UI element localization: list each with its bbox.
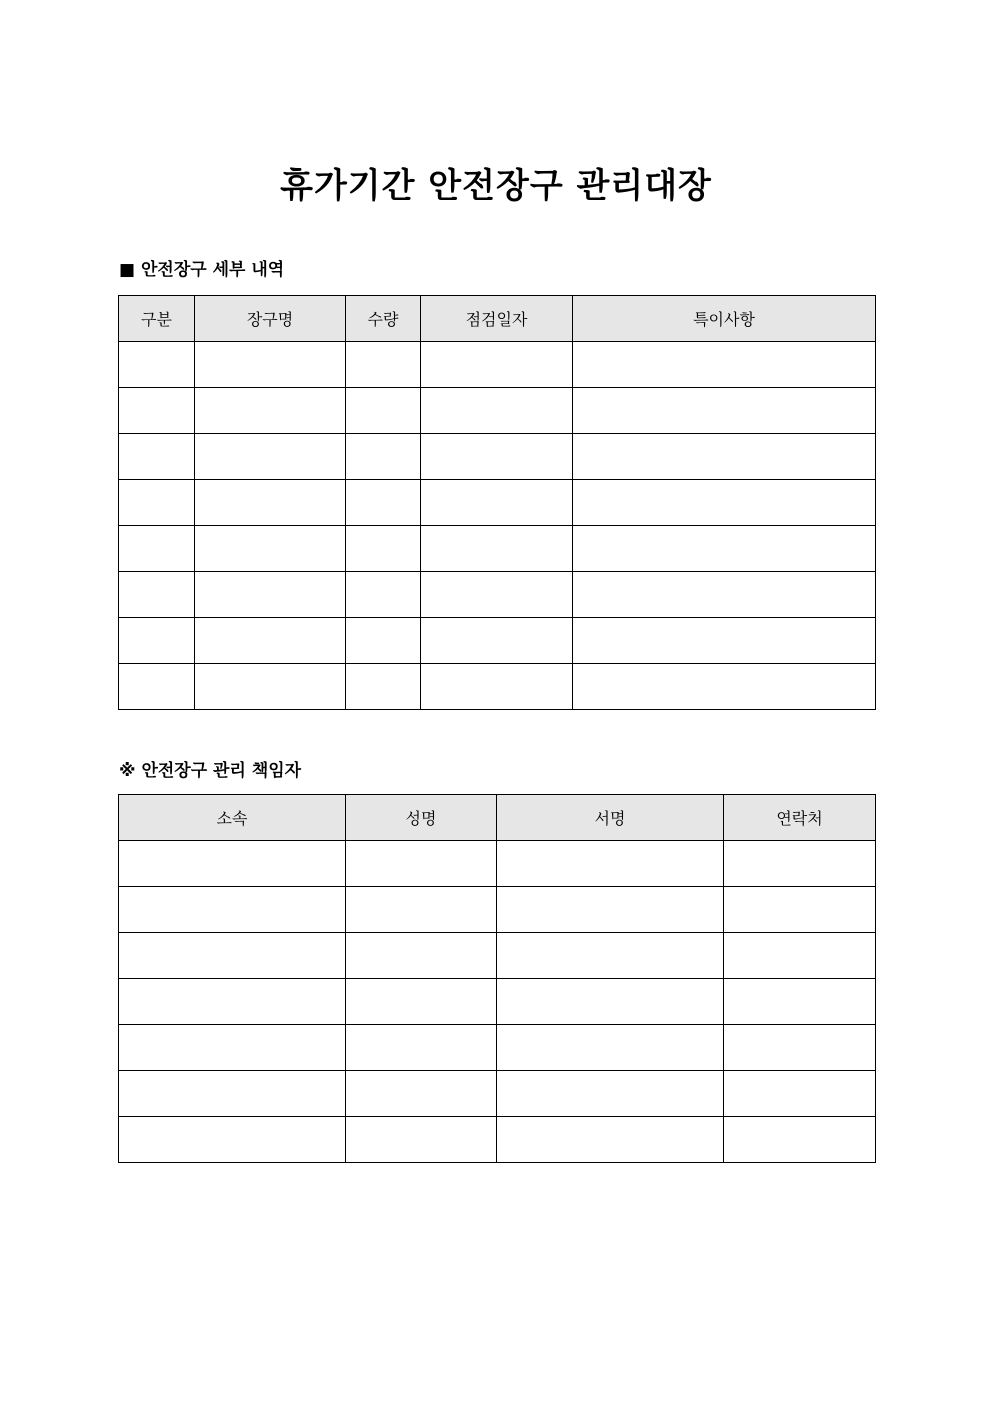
table-cell[interactable]	[724, 841, 876, 887]
table-cell[interactable]	[421, 342, 573, 388]
table-cell[interactable]	[421, 388, 573, 434]
document-title: 휴가기간 안전장구 관리대장	[280, 166, 712, 206]
table-cell[interactable]	[346, 933, 497, 979]
table-cell[interactable]	[119, 887, 346, 933]
manager-row	[119, 1117, 876, 1163]
equipment-row	[119, 618, 876, 664]
table-cell[interactable]	[346, 664, 421, 710]
equipment-row	[119, 664, 876, 710]
table-cell[interactable]	[195, 526, 346, 572]
table-cell[interactable]	[119, 526, 195, 572]
table-cell[interactable]	[346, 841, 497, 887]
manager-row	[119, 887, 876, 933]
equipment-row	[119, 434, 876, 480]
table-cell[interactable]	[346, 388, 421, 434]
table-cell[interactable]	[195, 388, 346, 434]
table-cell[interactable]	[421, 572, 573, 618]
table-cell[interactable]	[497, 841, 724, 887]
table-cell[interactable]	[497, 1117, 724, 1163]
table-cell[interactable]	[346, 434, 421, 480]
table-cell[interactable]	[119, 388, 195, 434]
equipment-row	[119, 342, 876, 388]
table-cell[interactable]	[346, 572, 421, 618]
table-cell[interactable]	[724, 1071, 876, 1117]
manager-row	[119, 841, 876, 887]
column-header-signature: 서명	[497, 795, 724, 841]
table-cell[interactable]	[724, 1117, 876, 1163]
table-cell[interactable]	[119, 664, 195, 710]
table-cell[interactable]	[346, 979, 497, 1025]
table-cell[interactable]	[421, 618, 573, 664]
table-cell[interactable]	[421, 526, 573, 572]
manager-row	[119, 979, 876, 1025]
table-cell[interactable]	[497, 933, 724, 979]
equipment-row	[119, 526, 876, 572]
table-cell[interactable]	[497, 1071, 724, 1117]
column-header-remarks: 특이사항	[573, 296, 876, 342]
equipment-row	[119, 480, 876, 526]
column-header-affiliation: 소속	[119, 795, 346, 841]
table-cell[interactable]	[346, 1025, 497, 1071]
table-cell[interactable]	[119, 342, 195, 388]
manager-row	[119, 933, 876, 979]
table-cell[interactable]	[346, 1117, 497, 1163]
table-cell[interactable]	[119, 618, 195, 664]
table-cell[interactable]	[346, 342, 421, 388]
table-cell[interactable]	[573, 388, 876, 434]
table-cell[interactable]	[421, 664, 573, 710]
table-cell[interactable]	[573, 664, 876, 710]
equipment-section-heading: ■ 안전장구 세부 내역	[119, 260, 285, 280]
manager-header-row	[119, 795, 876, 841]
table-cell[interactable]	[346, 526, 421, 572]
column-header-name: 성명	[346, 795, 497, 841]
table-cell[interactable]	[573, 618, 876, 664]
table-cell[interactable]	[195, 342, 346, 388]
table-cell[interactable]	[497, 979, 724, 1025]
equipment-table	[118, 295, 876, 710]
table-cell[interactable]	[573, 526, 876, 572]
table-cell[interactable]	[119, 841, 346, 887]
column-header-contact: 연락처	[724, 795, 876, 841]
table-cell[interactable]	[724, 979, 876, 1025]
table-cell[interactable]	[119, 480, 195, 526]
table-cell[interactable]	[119, 1025, 346, 1071]
table-cell[interactable]	[195, 572, 346, 618]
manager-section-heading: ※ 안전장구 관리 책임자	[119, 761, 302, 781]
table-cell[interactable]	[497, 887, 724, 933]
table-cell[interactable]	[195, 618, 346, 664]
table-cell[interactable]	[195, 480, 346, 526]
column-header-inspection-date: 점검일자	[421, 296, 573, 342]
table-cell[interactable]	[421, 434, 573, 480]
manager-row	[119, 1071, 876, 1117]
table-cell[interactable]	[421, 480, 573, 526]
table-cell[interactable]	[119, 979, 346, 1025]
table-cell[interactable]	[573, 480, 876, 526]
table-cell[interactable]	[573, 342, 876, 388]
manager-row	[119, 1025, 876, 1071]
table-cell[interactable]	[119, 434, 195, 480]
table-cell[interactable]	[573, 572, 876, 618]
equipment-header-row	[119, 296, 876, 342]
table-cell[interactable]	[119, 572, 195, 618]
column-header-category: 구분	[119, 296, 195, 342]
table-cell[interactable]	[195, 664, 346, 710]
table-cell[interactable]	[119, 1117, 346, 1163]
equipment-row	[119, 388, 876, 434]
table-cell[interactable]	[119, 1071, 346, 1117]
column-header-quantity: 수량	[346, 296, 421, 342]
table-cell[interactable]	[346, 618, 421, 664]
table-cell[interactable]	[195, 434, 346, 480]
table-cell[interactable]	[119, 933, 346, 979]
equipment-row	[119, 572, 876, 618]
column-header-equipment-name: 장구명	[195, 296, 346, 342]
table-cell[interactable]	[346, 1071, 497, 1117]
table-cell[interactable]	[497, 1025, 724, 1071]
table-cell[interactable]	[573, 434, 876, 480]
table-cell[interactable]	[724, 1025, 876, 1071]
manager-table	[118, 794, 876, 1163]
table-cell[interactable]	[724, 933, 876, 979]
table-cell[interactable]	[346, 887, 497, 933]
table-cell[interactable]	[346, 480, 421, 526]
table-cell[interactable]	[724, 887, 876, 933]
